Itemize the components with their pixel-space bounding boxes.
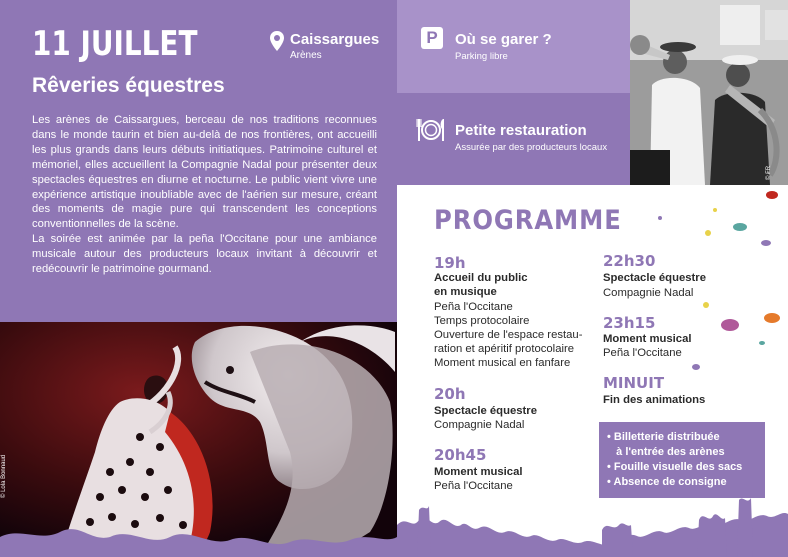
programme-item-line: Peña l'Occitane: [434, 301, 513, 313]
programme-item-title: Accueil du public: [434, 272, 528, 284]
programme-time: 22h30: [603, 252, 656, 270]
restauration-title: Petite restauration: [455, 122, 587, 139]
programme-item-line: Peña l'Occitane: [434, 480, 513, 492]
programme-time: 20h: [434, 385, 466, 403]
intro-paragraph: La soirée est animée par la peña l'Occitane pour une ambiance musicale autour des producteurs locaux invitant à découvrir et redécouvrir le patrimoine gourmand.: [32, 233, 377, 276]
programme-title: PROGRAMME: [434, 205, 622, 236]
location-venue: Arènes: [290, 50, 322, 61]
event-subtitle: Rêveries équestres: [32, 74, 225, 97]
programme-time: 23h15: [603, 314, 656, 332]
info-line: • Absence de consigne: [607, 476, 727, 488]
programme-item-line: Temps protocolaire: [434, 315, 530, 327]
programme-item-line: Ouverture de l'espace restau-: [434, 329, 583, 341]
programme-item-line: Moment musical en fanfare: [434, 357, 571, 369]
programme-item-line: Compagnie Nadal: [434, 419, 525, 431]
band-photo: [630, 0, 788, 185]
intro-text: [32, 113, 377, 277]
programme-time: MINUIT: [603, 374, 665, 392]
confetti-decoration: [650, 185, 788, 385]
programme-time: 19h: [434, 254, 466, 272]
band-illustration: [630, 0, 788, 185]
location-pin-icon: [268, 30, 286, 52]
foliage-decoration: [397, 470, 788, 557]
intro-paragraph: Les arènes de Caissargues, berceau de nos traditions reconnues dans le monde taurin et bien au-delà de nos frontières, ont accueilli les plus grands dans leurs débuts initiatiques. Patrimoine culturel et mémoriel, elles accueillent la Compagnie Nadal pour présenter deux spectacles équestres en diurne et nocturne. Le public vient vivre une expérience artistique inoubliable avec de l'aérien sur mesure, créant des moments de magie pure qui transcendent les conceptions conventionnelles de la scène.: [32, 114, 377, 231]
event-date: 11 JUILLET: [32, 24, 198, 64]
programme-item-title: Spectacle équestre: [434, 405, 537, 417]
parking-title: Où se garer ?: [455, 31, 552, 48]
programme-item-title: Fin des animations: [603, 394, 706, 406]
parking-sub: Parking libre: [455, 51, 508, 62]
programme-item-line: ration et apéritif protocolaire: [434, 343, 575, 355]
programme-item-line: Peña l'Occitane: [603, 347, 682, 359]
programme-item-title: Moment musical: [603, 333, 692, 345]
horse-show-photo: [0, 322, 397, 557]
photo-credit: © Lola Bonnaud: [1, 454, 7, 498]
plate-cutlery-icon: [416, 117, 446, 143]
programme-item-line: Compagnie Nadal: [603, 287, 694, 299]
programme-time: 20h45: [434, 446, 487, 464]
parking-icon: P: [421, 27, 443, 49]
programme-item-title: en musique: [434, 286, 497, 298]
programme-item-title: Moment musical: [434, 466, 523, 478]
location-name: Caissargues: [290, 31, 380, 48]
horse-show-illustration: [0, 322, 397, 557]
info-line: • Billetterie distribuée: [607, 431, 720, 443]
info-line: à l'entrée des arènes: [607, 446, 725, 458]
info-line: • Fouille visuelle des sacs: [607, 461, 743, 473]
restauration-sub: Assurée par des producteurs locaux: [455, 142, 608, 153]
programme-item-title: Spectacle équestre: [603, 272, 706, 284]
band-photo-credit: © FR: [766, 165, 772, 180]
